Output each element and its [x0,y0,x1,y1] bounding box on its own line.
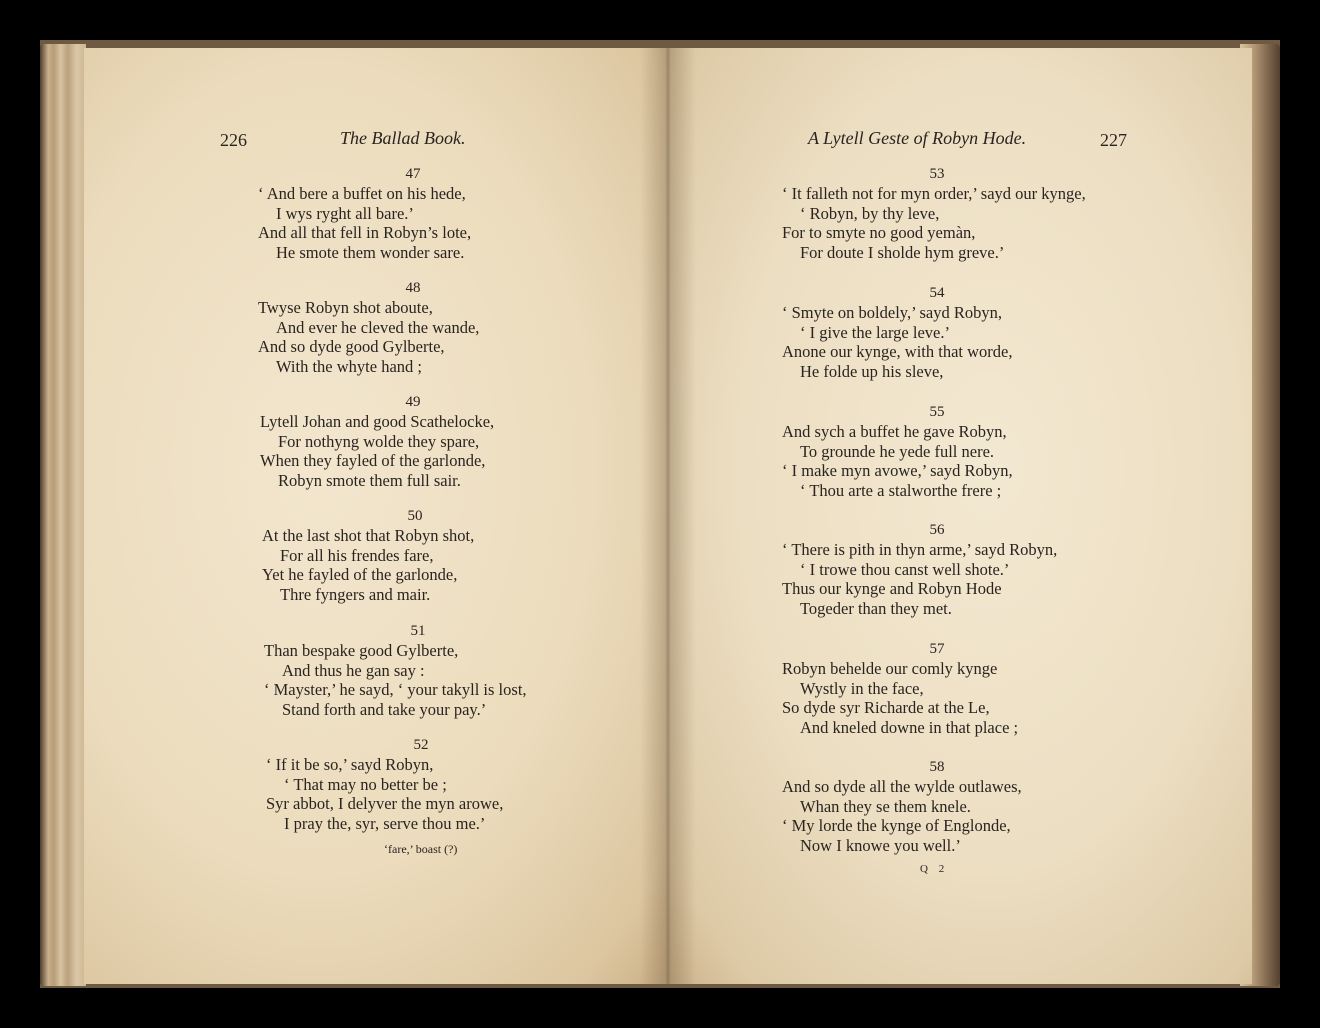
verse-line: For doute I sholde hym greve.’ [800,242,1005,262]
verse-line: Robyn behelde our comly kynge [782,659,998,678]
stanza-number: 55 [929,404,945,420]
verse-line: To grounde he yede full nere. [800,441,995,461]
verse-line: He smote them wonder sare. [276,242,465,262]
verse-line: ‘ And bere a buffet on his hede, [258,184,466,203]
verse-line: And so dyde good Gylberte, [258,337,445,357]
stanza-number: 51 [410,623,426,639]
verse-line: ‘ There is pith in thyn arme,’ sayd Robyn, [782,540,1058,559]
stanza-number: 57 [929,641,945,657]
verse-line: ‘ Mayster,’ he sayd, ‘ your takyll is lost, [264,680,527,700]
stanza [782,641,1122,737]
stanza [258,280,578,376]
verse-line: ‘ Robyn, by thy leve, [800,203,940,223]
verse-line: Yet he fayled of the garlonde, [262,565,458,585]
verse-line: ‘ My lorde the kynge of Englonde, [782,816,1011,836]
verse-line: ‘ I give the large leve.’ [800,322,950,342]
verse-line: For to smyte no good yemàn, [782,223,976,243]
verse-line: For all his frendes fare, [280,545,434,565]
verse-line: So dyde syr Richarde at the Le, [782,698,990,718]
stanza [782,759,1122,855]
verse-line: ‘ That may no better be ; [284,774,447,794]
verse-line: When they fayled of the garlonde, [260,451,486,471]
stanza-number: 54 [929,285,945,301]
verse-line: ‘ It falleth not for myn order,’ sayd our kynge, [782,184,1086,203]
verse-line: And sych a buffet he gave Robyn, [782,422,1007,441]
verse-line: And thus he gan say : [282,660,425,680]
verse-line: Togeder than they met. [800,598,952,618]
verse-line: ‘ I trowe thou canst well shote.’ [800,559,1010,579]
verse-line: And all that fell in Robyn’s lote, [258,223,472,243]
verse-line: He folde up his sleve, [800,361,944,381]
verse-line: ‘ Thou arte a stalworthe frere ; [800,480,1002,500]
verse-line: Than bespake good Gylberte, [264,641,459,660]
stanza-number: 49 [405,394,421,410]
right-running-head: A Lytell Geste of Robyn Hode. [808,128,1027,148]
verse-line: For nothyng wolde they spare, [278,431,480,451]
verse-line: And ever he cleved the wande, [276,317,480,337]
book-gutter [640,48,696,984]
verse-line: Stand forth and take your pay.’ [282,699,487,719]
verse-line: Thus our kynge and Robyn Hode [782,579,1002,599]
left-running-head: The Ballad Book. [340,128,466,148]
verse-line: At the last shot that Robyn shot, [262,526,475,545]
verse-line: ‘ Smyte on boldely,’ sayd Robyn, [782,303,1002,322]
stanza [260,394,580,490]
verse-line: Now I knowe you well.’ [800,835,961,855]
stanza [782,285,1122,381]
stanza [262,508,582,604]
stanza-number: 56 [929,522,945,538]
stanza [782,522,1142,618]
stanza [264,623,584,719]
stanza [782,404,1122,500]
right-page-number: 227 [1100,130,1127,150]
verse-line: I wys ryght all bare.’ [276,203,414,223]
verse-line: Robyn smote them full sair. [278,470,461,490]
stanza-number: 50 [407,508,423,524]
stanza-number: 52 [413,737,429,753]
stanza-number: 48 [405,280,421,296]
verse-line: And so dyde all the wylde outlawes, [782,777,1022,796]
verse-line: With the whyte hand ; [276,356,422,376]
stanza-number: 58 [929,759,945,775]
page-edges-left [40,44,86,986]
left-page-number: 226 [220,130,247,150]
verse-line: Anone our kynge, with that worde, [782,342,1013,362]
stanza [258,166,578,262]
stanza [266,737,586,833]
stanza-number: 53 [929,166,945,182]
verse-line: Wystly in the face, [800,678,924,698]
verse-line: Whan they se them knele. [800,796,971,816]
signature-mark: Q 2 [920,863,949,875]
verse-line: And kneled downe in that place ; [800,717,1019,737]
verse-line: Lytell Johan and good Scathelocke, [260,412,495,431]
verse-line: I pray the, syr, serve thou me.’ [284,813,486,833]
verse-line: ‘ If it be so,’ sayd Robyn, [266,755,434,774]
verse-line: Twyse Robyn shot aboute, [258,298,433,317]
stanza [782,166,1142,262]
footnote: ‘fare,’ boast (?) [384,842,458,856]
verse-line: Thre fyngers and mair. [280,584,431,604]
verse-line: ‘ I make myn avowe,’ sayd Robyn, [782,461,1013,481]
stanza-number: 47 [405,166,421,182]
verse-line: Syr abbot, I delyver the myn arowe, [266,794,504,814]
